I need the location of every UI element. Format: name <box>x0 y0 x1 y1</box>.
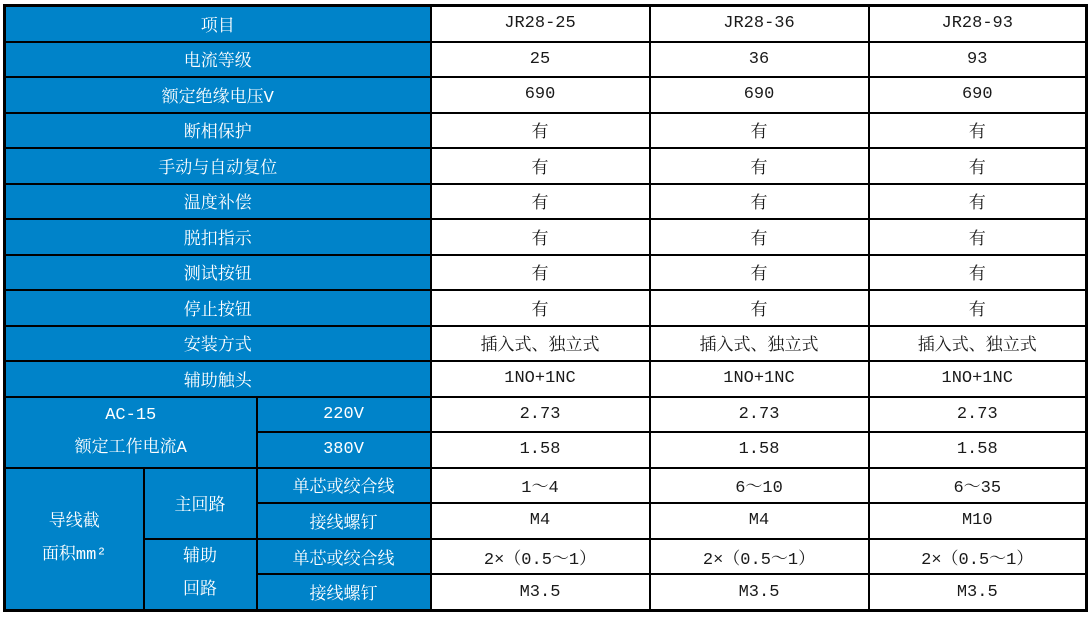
row-sublabel: 接线螺钉 <box>257 503 431 539</box>
cell-value: 2.73 <box>869 397 1087 433</box>
cell-value: 36 <box>650 42 869 78</box>
aux-circuit-label-line1: 辅助 <box>183 548 217 568</box>
cell-value: 2×（0.5～1） <box>650 539 869 575</box>
table-row-test-button <box>5 255 1087 291</box>
ac15-group-label <box>5 397 257 468</box>
wire-section-label <box>5 468 144 611</box>
table-row-insulation-voltage <box>5 77 1087 113</box>
cell-value: 插入式、独立式 <box>650 326 869 362</box>
row-sublabel: 单芯或绞合线 <box>257 468 431 504</box>
table-row-trip-indicator <box>5 219 1087 255</box>
cell-value: 有 <box>650 219 869 255</box>
cell-value: 6～10 <box>650 468 869 504</box>
cell-value: 有 <box>431 219 650 255</box>
cell-value: 有 <box>650 148 869 184</box>
table-row-phase-failure-protection <box>5 113 1087 149</box>
table-row-manual-auto-reset <box>5 148 1087 184</box>
header-model: JR28-25 <box>431 6 650 42</box>
cell-value: M4 <box>650 503 869 539</box>
cell-value: 有 <box>650 113 869 149</box>
cell-value: 有 <box>869 184 1087 220</box>
row-label: 辅助触头 <box>5 361 431 397</box>
cell-value: 1NO+1NC <box>431 361 650 397</box>
ac15-label-line1: AC-15 <box>105 406 157 426</box>
aux-circuit-label <box>144 539 257 611</box>
header-item-label: 项目 <box>5 6 431 42</box>
row-label: 温度补偿 <box>5 184 431 220</box>
row-sublabel: 单芯或绞合线 <box>257 539 431 575</box>
table-row-ac15-220v <box>5 397 1087 433</box>
header-model: JR28-36 <box>650 6 869 42</box>
row-label: 测试按钮 <box>5 255 431 291</box>
cell-value: 有 <box>869 148 1087 184</box>
cell-value: 有 <box>869 219 1087 255</box>
cell-value: 1NO+1NC <box>869 361 1087 397</box>
main-circuit-label: 主回路 <box>144 468 257 539</box>
row-sublabel: 接线螺钉 <box>257 574 431 610</box>
cell-value: 有 <box>431 184 650 220</box>
cell-value: 有 <box>431 148 650 184</box>
table-row-aux-circuit-wire <box>5 539 1087 575</box>
cell-value: 有 <box>431 113 650 149</box>
row-sublabel: 380V <box>257 432 431 468</box>
cell-value: 690 <box>650 77 869 113</box>
table-row-auxiliary-contacts <box>5 361 1087 397</box>
cell-value: 1.58 <box>869 432 1087 468</box>
cell-value: M3.5 <box>869 574 1087 610</box>
cell-value: M3.5 <box>431 574 650 610</box>
cell-value: 有 <box>650 184 869 220</box>
cell-value: 有 <box>650 290 869 326</box>
wire-label-line2: 面积mm² <box>41 545 107 565</box>
cell-value: M4 <box>431 503 650 539</box>
table-row-mounting-type <box>5 326 1087 362</box>
ac15-label-line2: 额定工作电流A <box>74 439 187 459</box>
row-label: 额定绝缘电压V <box>5 77 431 113</box>
row-label: 安装方式 <box>5 326 431 362</box>
cell-value: 1.58 <box>650 432 869 468</box>
cell-value: 690 <box>869 77 1087 113</box>
row-label: 电流等级 <box>5 42 431 78</box>
header-model: JR28-93 <box>869 6 1087 42</box>
cell-value: 有 <box>869 255 1087 291</box>
wire-label-line1: 导线截 <box>48 512 100 532</box>
cell-value: 2.73 <box>431 397 650 433</box>
cell-value: 690 <box>431 77 650 113</box>
row-label: 手动与自动复位 <box>5 148 431 184</box>
cell-value: 有 <box>431 290 650 326</box>
row-label: 断相保护 <box>5 113 431 149</box>
table-row-temperature-compensation <box>5 184 1087 220</box>
cell-value: 插入式、独立式 <box>431 326 650 362</box>
table-row-main-circuit-wire <box>5 468 1087 504</box>
cell-value: 1～4 <box>431 468 650 504</box>
cell-value: M3.5 <box>650 574 869 610</box>
cell-value: 有 <box>431 255 650 291</box>
cell-value: 插入式、独立式 <box>869 326 1087 362</box>
cell-value: 有 <box>869 290 1087 326</box>
row-label: 脱扣指示 <box>5 219 431 255</box>
cell-value: 6～35 <box>869 468 1087 504</box>
cell-value: 93 <box>869 42 1087 78</box>
cell-value: 25 <box>431 42 650 78</box>
table-row-current-rating <box>5 42 1087 78</box>
cell-value: 1.58 <box>431 432 650 468</box>
cell-value: 2×（0.5～1） <box>869 539 1087 575</box>
cell-value: 2×（0.5～1） <box>431 539 650 575</box>
cell-value: 2.73 <box>650 397 869 433</box>
cell-value: 有 <box>869 113 1087 149</box>
cell-value: M10 <box>869 503 1087 539</box>
cell-value: 1NO+1NC <box>650 361 869 397</box>
aux-circuit-label-line2: 回路 <box>183 581 217 601</box>
header-row <box>5 6 1087 42</box>
row-sublabel: 220V <box>257 397 431 433</box>
spec-table <box>3 4 1088 612</box>
row-label: 停止按钮 <box>5 290 431 326</box>
table-row-stop-button <box>5 290 1087 326</box>
cell-value: 有 <box>650 255 869 291</box>
